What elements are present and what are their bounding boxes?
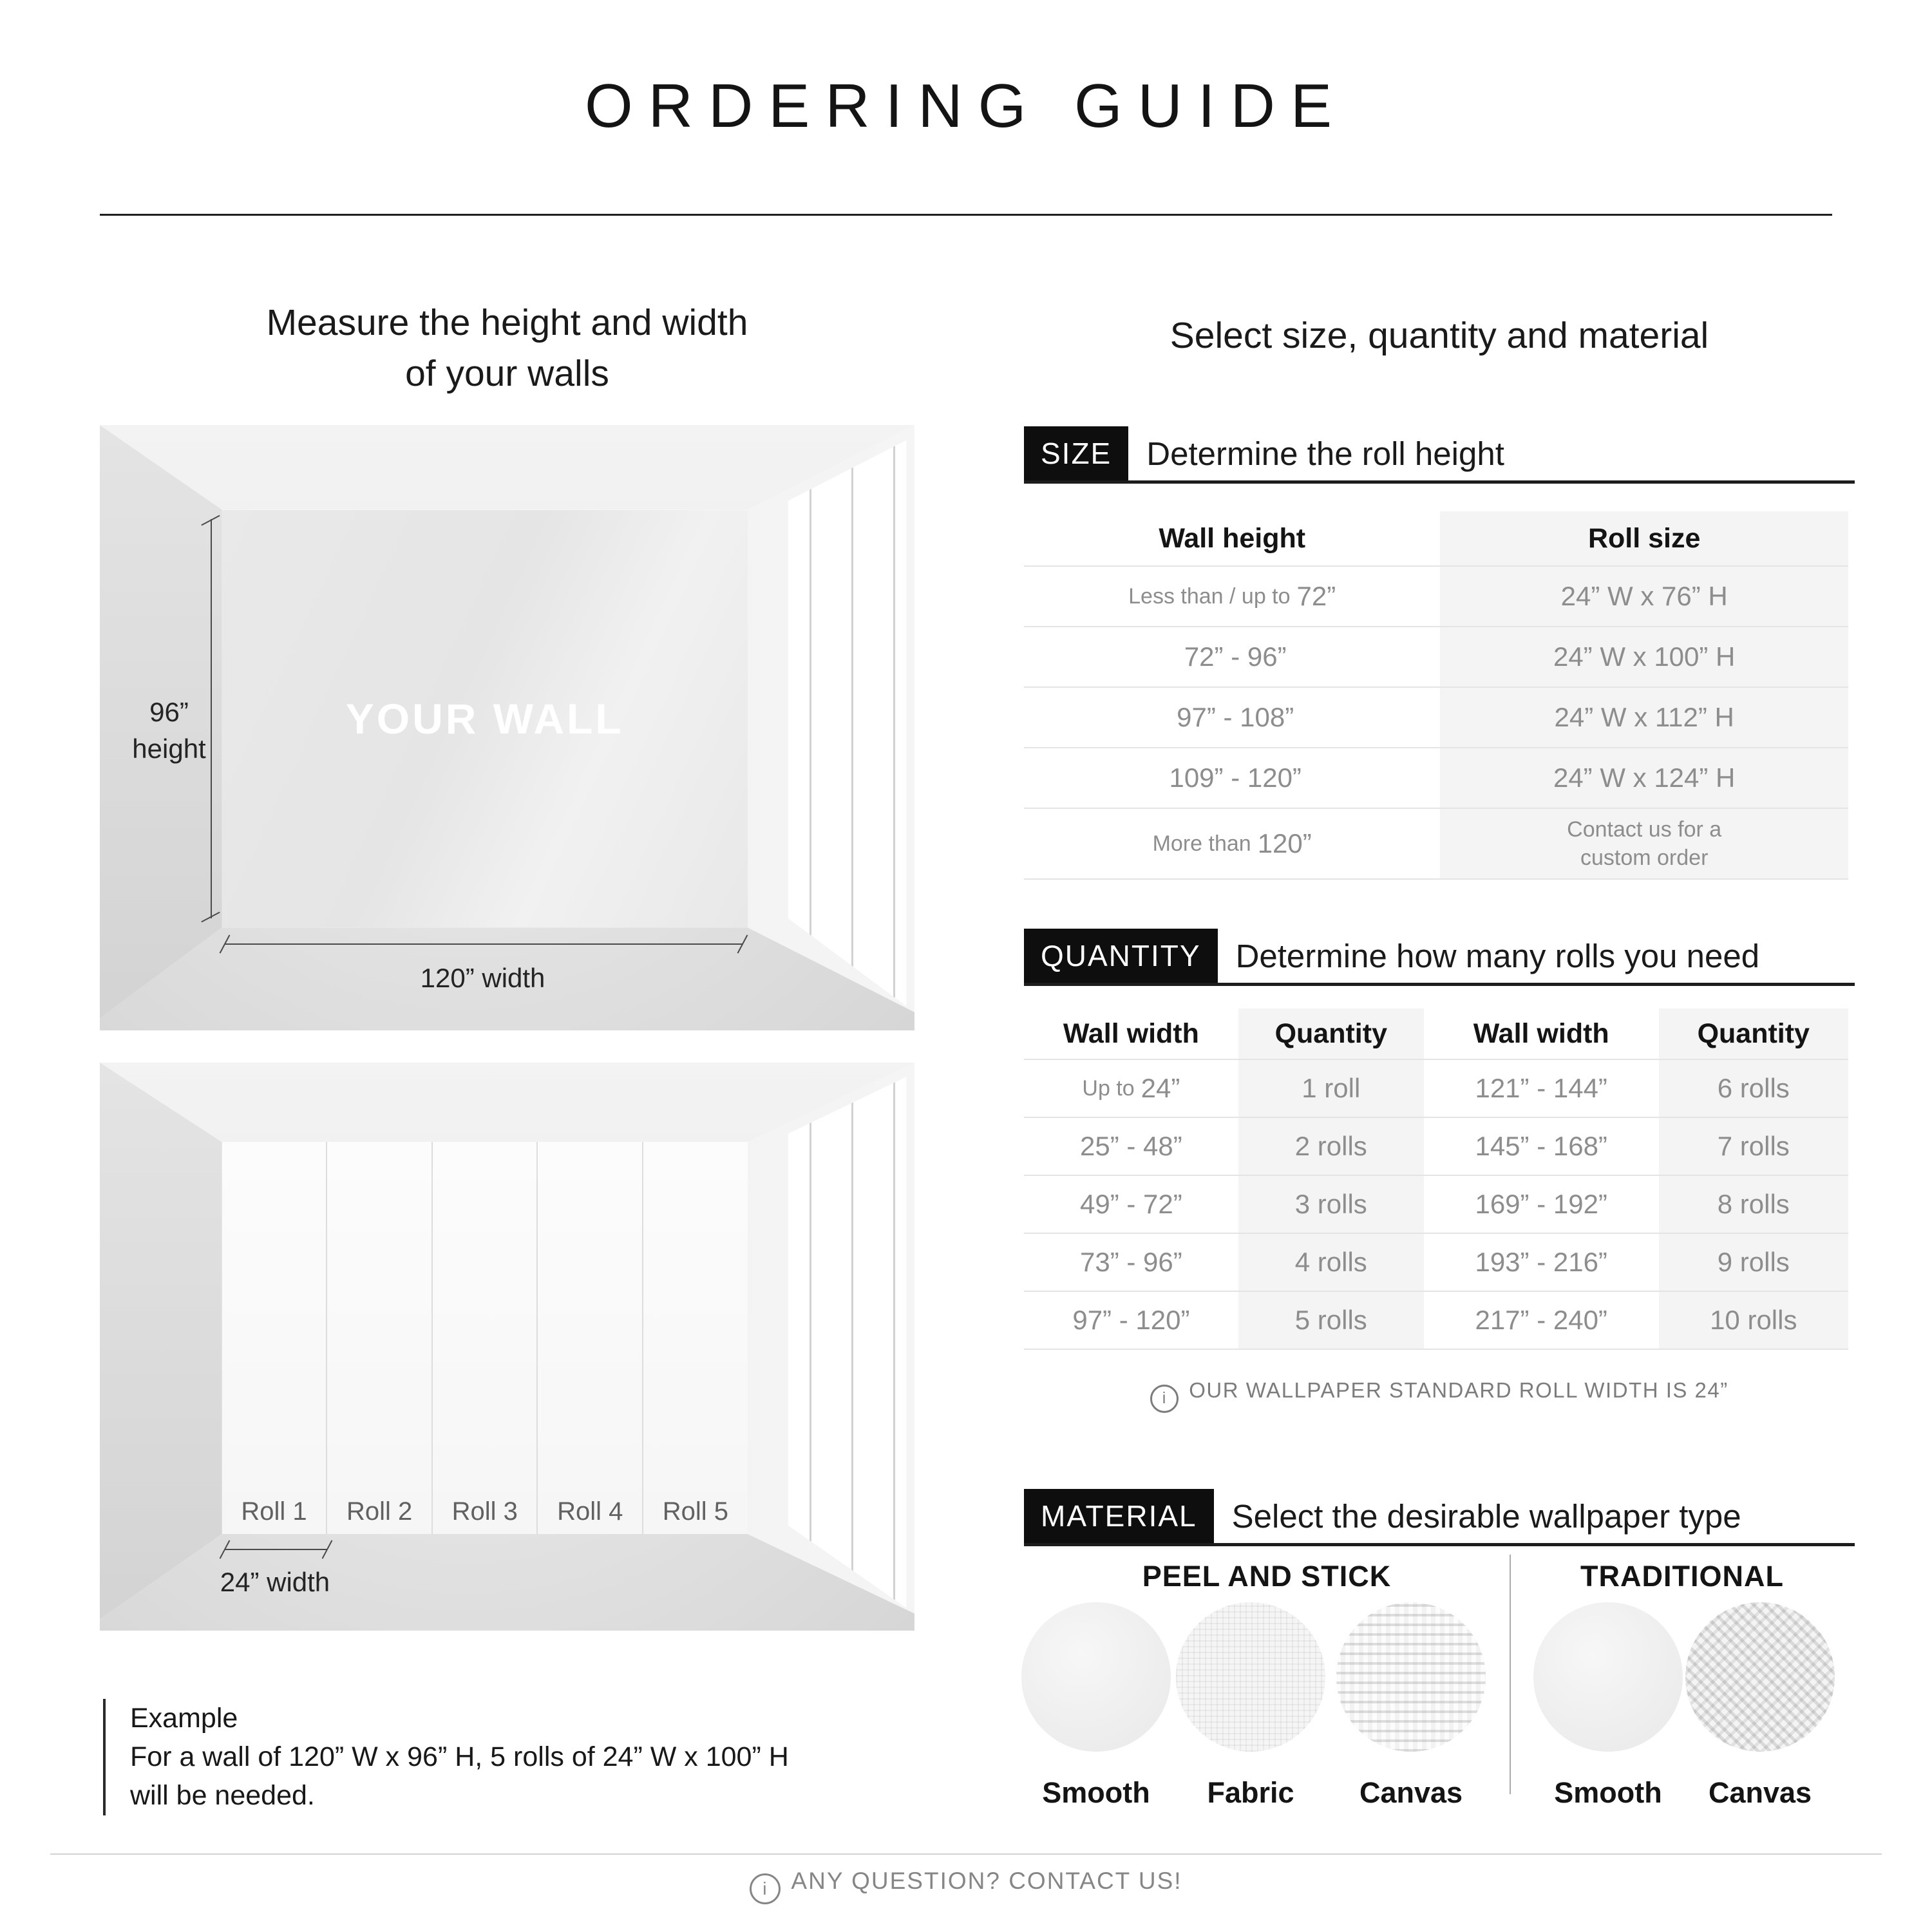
measure-heading-line1: Measure the height and width	[266, 302, 748, 343]
table-row: More than 120” Contact us for a custom order	[1024, 809, 1848, 880]
size-table-header	[1024, 511, 1848, 567]
table-row: 109” - 120” 24” W x 124” H	[1024, 748, 1848, 809]
example-line1: For a wall of 120” W x 96” H, 5 rolls of 24” W x 100” H	[130, 1741, 789, 1773]
peel-fabric-label: Fabric	[1207, 1776, 1294, 1809]
roll-panel	[222, 1142, 328, 1534]
material-divider	[1510, 1555, 1511, 1794]
quantity-subtitle: Determine how many rolls you need	[1235, 937, 1760, 974]
info-icon: i	[750, 1873, 781, 1904]
traditional-smooth-swatch	[1533, 1602, 1683, 1752]
material-section-header	[1024, 1489, 1855, 1546]
quantity-table	[1024, 1009, 1848, 1350]
quantity-table-header: Wall width Quantity Wall width Quantity	[1024, 1009, 1848, 1060]
roll-panel	[433, 1142, 538, 1534]
roll-width-label: 24” width	[220, 1567, 330, 1598]
roll-label: Roll 4	[557, 1497, 623, 1526]
size-col-wall-height: Wall height	[1159, 522, 1306, 554]
size-subtitle: Determine the roll height	[1146, 435, 1504, 472]
peel-canvas-swatch	[1336, 1602, 1486, 1752]
table-row: 73” - 96” 4 rolls 193” - 216” 9 rolls	[1024, 1234, 1848, 1292]
traditional-canvas-label: Canvas	[1708, 1776, 1812, 1809]
peel-smooth-label: Smooth	[1042, 1776, 1150, 1809]
size-section-header	[1024, 426, 1855, 484]
peel-canvas-label: Canvas	[1359, 1776, 1463, 1809]
quantity-badge: QUANTITY	[1024, 929, 1218, 983]
peel-and-stick-title: PEEL AND STICK	[1142, 1560, 1392, 1593]
title-divider	[100, 214, 1832, 216]
roll-label: Roll 5	[662, 1497, 728, 1526]
table-row: 97” - 120” 5 rolls 217” - 240” 10 rolls	[1024, 1292, 1848, 1350]
measure-section-heading	[100, 298, 914, 399]
footer-note: i ANY QUESTION? CONTACT US!	[0, 1868, 1932, 1904]
example-note	[103, 1699, 789, 1815]
wallpaper-panels	[222, 1142, 748, 1534]
table-row: Less than / up to 72” 24” W x 76” H	[1024, 567, 1848, 627]
roll-panel	[538, 1142, 643, 1534]
roll-label: Roll 1	[241, 1497, 307, 1526]
page-title: ORDERING GUIDE	[584, 71, 1348, 140]
peel-fabric-swatch	[1176, 1602, 1325, 1752]
size-table	[1024, 511, 1848, 880]
select-section-heading: Select size, quantity and material	[1170, 315, 1709, 356]
roll-label: Roll 2	[346, 1497, 413, 1526]
example-line2: will be needed.	[130, 1780, 315, 1812]
traditional-title: TRADITIONAL	[1580, 1560, 1784, 1593]
size-col-roll-size: Roll size	[1440, 511, 1848, 565]
size-badge: SIZE	[1024, 426, 1128, 480]
roll-width-note: i OUR WALLPAPER STANDARD ROLL WIDTH IS 24”	[1024, 1378, 1855, 1413]
roll-panel	[327, 1142, 433, 1534]
quantity-section-header	[1024, 929, 1855, 986]
roll-panel	[643, 1142, 748, 1534]
room-illustration-rolls	[100, 1063, 914, 1631]
table-row: 49” - 72” 3 rolls 169” - 192” 8 rolls	[1024, 1176, 1848, 1234]
peel-smooth-swatch	[1021, 1602, 1171, 1752]
footer-divider	[50, 1853, 1882, 1855]
wall-height-label: 96” height	[132, 697, 206, 764]
example-label: Example	[130, 1703, 238, 1734]
table-row: 72” - 96” 24” W x 100” H	[1024, 627, 1848, 688]
width-dimension-line	[225, 943, 743, 945]
traditional-canvas-swatch	[1685, 1602, 1835, 1752]
your-wall-label: YOUR WALL	[345, 694, 624, 743]
material-badge: MATERIAL	[1024, 1489, 1214, 1543]
info-icon: i	[1150, 1385, 1179, 1413]
table-row: Up to 24” 1 roll 121” - 144” 6 rolls	[1024, 1060, 1848, 1118]
room-illustration-measured-wall	[100, 425, 914, 1030]
wall-width-label: 120” width	[420, 962, 545, 993]
roll-width-dimension-line	[225, 1549, 327, 1550]
measure-heading-line2: of your walls	[405, 352, 609, 394]
roll-label: Roll 3	[451, 1497, 518, 1526]
material-subtitle: Select the desirable wallpaper type	[1231, 1497, 1741, 1535]
traditional-smooth-label: Smooth	[1554, 1776, 1662, 1809]
table-row: 25” - 48” 2 rolls 145” - 168” 7 rolls	[1024, 1118, 1848, 1176]
table-row: 97” - 108” 24” W x 112” H	[1024, 688, 1848, 748]
